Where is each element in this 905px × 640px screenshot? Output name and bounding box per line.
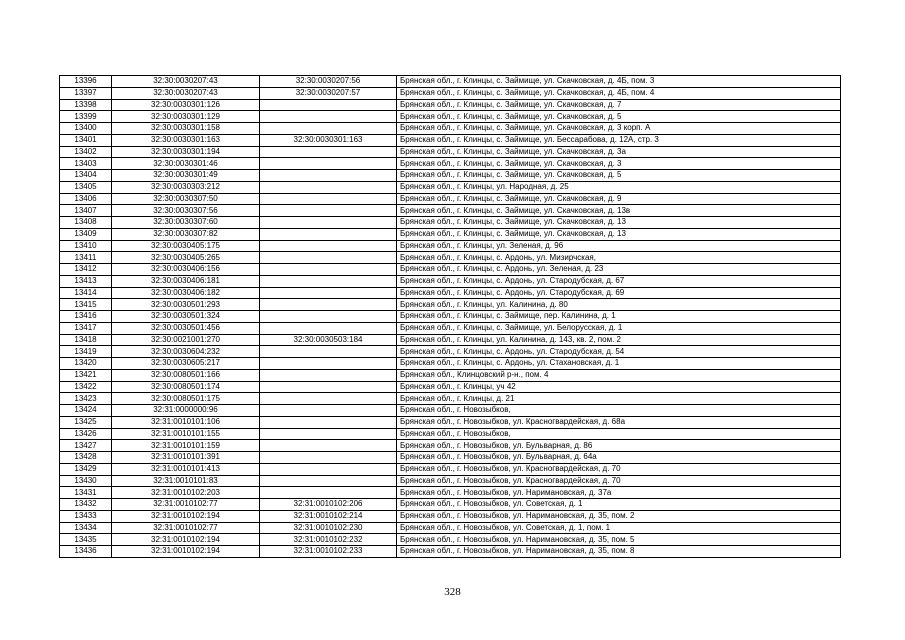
table-row	[60, 87, 841, 99]
cell-cadastral-number: 32:30:0080501:166	[112, 369, 260, 381]
cell-row-number: 13416	[60, 311, 112, 323]
table-row	[60, 170, 841, 182]
cell-address: Брянская обл., г. Клинцы, с. Займище, ул. Скачковская, д. 5	[397, 170, 841, 182]
cell-address: Брянская обл., г. Клинцы, с. Займище, ул. Скачковская, д. 13	[397, 228, 841, 240]
table-row	[60, 416, 841, 428]
table-row	[60, 123, 841, 135]
cell-address: Брянская обл., г. Новозыбков, ул. Советская, д. 1, пом. 1	[397, 522, 841, 534]
cell-linked-cadastral-number	[260, 252, 397, 264]
cell-cadastral-number: 32:30:0080501:174	[112, 381, 260, 393]
cell-row-number: 13404	[60, 170, 112, 182]
cell-linked-cadastral-number	[260, 193, 397, 205]
cell-address: Брянская обл., г. Клинцы, с. Займище, ул. Скачковская, д. 13в	[397, 205, 841, 217]
cell-row-number: 13429	[60, 463, 112, 475]
cell-cadastral-number: 32:31:0010101:155	[112, 428, 260, 440]
cell-row-number: 13417	[60, 322, 112, 334]
table-row	[60, 299, 841, 311]
table-row	[60, 228, 841, 240]
cell-row-number: 13396	[60, 76, 112, 88]
cell-row-number: 13427	[60, 440, 112, 452]
cell-address: Брянская обл., г. Новозыбков, ул. Красногвардейская, д. 70	[397, 475, 841, 487]
cell-linked-cadastral-number	[260, 428, 397, 440]
cell-row-number: 13409	[60, 228, 112, 240]
cell-address: Брянская обл., г. Клинцы, ул. Народная, д. 25	[397, 181, 841, 193]
cell-address: Брянская обл., г. Новозыбков, ул. Красногвардейская, д. 70	[397, 463, 841, 475]
cell-row-number: 13419	[60, 346, 112, 358]
cell-linked-cadastral-number	[260, 322, 397, 334]
cell-linked-cadastral-number: 32:30:0030301:163	[260, 134, 397, 146]
cell-row-number: 13433	[60, 510, 112, 522]
cell-cadastral-number: 32:30:0030501:293	[112, 299, 260, 311]
cell-address: Брянская обл., г. Клинцы, с. Ардонь, ул. Стародубская, д. 67	[397, 275, 841, 287]
cell-linked-cadastral-number: 32:30:0030207:57	[260, 87, 397, 99]
cell-cadastral-number: 32:31:0000000:96	[112, 405, 260, 417]
cell-linked-cadastral-number	[260, 487, 397, 499]
cell-linked-cadastral-number	[260, 228, 397, 240]
table-row	[60, 240, 841, 252]
cell-row-number: 13426	[60, 428, 112, 440]
cell-cadastral-number: 32:30:0030303:212	[112, 181, 260, 193]
cell-cadastral-number: 32:31:0010102:203	[112, 487, 260, 499]
cell-linked-cadastral-number	[260, 287, 397, 299]
table-row	[60, 158, 841, 170]
cell-address: Брянская обл., г. Клинцы, ул. Калинина, д. 80	[397, 299, 841, 311]
cell-linked-cadastral-number	[260, 181, 397, 193]
cell-address: Брянская обл., г. Клинцы, с. Займище, ул. Скачковская, д. 7	[397, 99, 841, 111]
cell-cadastral-number: 32:30:0080501:175	[112, 393, 260, 405]
table-row	[60, 381, 841, 393]
table-row	[60, 264, 841, 276]
cell-row-number: 13420	[60, 358, 112, 370]
cell-address: Брянская обл., г. Новозыбков, ул. Бульварная, д. 86	[397, 440, 841, 452]
table-row	[60, 134, 841, 146]
cell-address: Брянская обл., г. Новозыбков, ул. Красногвардейская, д. 68а	[397, 416, 841, 428]
cell-row-number: 13422	[60, 381, 112, 393]
cell-linked-cadastral-number	[260, 170, 397, 182]
cell-linked-cadastral-number: 32:31:0010102:233	[260, 546, 397, 558]
cell-address: Брянская обл., г. Новозыбков, ул. Наримановская, д. 37а	[397, 487, 841, 499]
property-table-container	[59, 75, 840, 558]
cell-address: Брянская обл., Клинцовский р-н., пом. 4	[397, 369, 841, 381]
cell-row-number: 13403	[60, 158, 112, 170]
cell-linked-cadastral-number	[260, 452, 397, 464]
cell-linked-cadastral-number: 32:30:0030207:56	[260, 76, 397, 88]
table-row	[60, 405, 841, 417]
cell-linked-cadastral-number	[260, 475, 397, 487]
cell-cadastral-number: 32:30:0030405:175	[112, 240, 260, 252]
cell-cadastral-number: 32:31:0010102:77	[112, 522, 260, 534]
cell-linked-cadastral-number	[260, 369, 397, 381]
cell-address: Брянская обл., г. Клинцы, ул. Зеленая, д. 96	[397, 240, 841, 252]
cell-address: Брянская обл., г. Клинцы, с. Займище, ул. Скачковская, д. 4Б, пом. 3	[397, 76, 841, 88]
cell-address: Брянская обл., г. Клинцы, с. Ардонь, ул. Стародубская, д. 54	[397, 346, 841, 358]
table-row	[60, 205, 841, 217]
cell-cadastral-number: 32:30:0030301:129	[112, 111, 260, 123]
table-row	[60, 487, 841, 499]
table-body	[60, 76, 841, 558]
cell-linked-cadastral-number: 32:31:0010102:206	[260, 499, 397, 511]
cell-row-number: 13399	[60, 111, 112, 123]
cell-linked-cadastral-number	[260, 463, 397, 475]
cell-row-number: 13435	[60, 534, 112, 546]
cell-linked-cadastral-number	[260, 217, 397, 229]
table-row	[60, 76, 841, 88]
cell-address: Брянская обл., г. Клинцы, с. Займище, ул. Бессарабова, д. 12А, стр. 3	[397, 134, 841, 146]
cell-linked-cadastral-number	[260, 299, 397, 311]
cell-linked-cadastral-number	[260, 381, 397, 393]
cell-row-number: 13434	[60, 522, 112, 534]
cell-address: Брянская обл., г. Новозыбков,	[397, 428, 841, 440]
cell-linked-cadastral-number	[260, 440, 397, 452]
cell-cadastral-number: 32:31:0010101:413	[112, 463, 260, 475]
table-row	[60, 334, 841, 346]
cell-linked-cadastral-number	[260, 99, 397, 111]
cell-linked-cadastral-number	[260, 158, 397, 170]
cell-address: Брянская обл., г. Клинцы, д. 21	[397, 393, 841, 405]
cell-row-number: 13401	[60, 134, 112, 146]
cell-cadastral-number: 32:31:0010102:77	[112, 499, 260, 511]
cell-row-number: 13400	[60, 123, 112, 135]
cell-row-number: 13398	[60, 99, 112, 111]
cell-address: Брянская обл., г. Клинцы, с. Займище, пер. Калинина, д. 1	[397, 311, 841, 323]
cell-linked-cadastral-number	[260, 275, 397, 287]
cell-cadastral-number: 32:30:0030307:60	[112, 217, 260, 229]
cell-row-number: 13431	[60, 487, 112, 499]
cell-cadastral-number: 32:30:0030301:49	[112, 170, 260, 182]
table-row	[60, 510, 841, 522]
page-number: 328	[444, 586, 461, 598]
cell-linked-cadastral-number	[260, 264, 397, 276]
table-row	[60, 322, 841, 334]
cell-address: Брянская обл., г. Клинцы, с. Займище, ул. Скачковская, д. 3 корп. А	[397, 123, 841, 135]
cell-linked-cadastral-number	[260, 205, 397, 217]
table-row	[60, 546, 841, 558]
table-row	[60, 111, 841, 123]
table-row	[60, 252, 841, 264]
table-row	[60, 287, 841, 299]
cell-row-number: 13402	[60, 146, 112, 158]
cell-row-number: 13411	[60, 252, 112, 264]
table-row	[60, 311, 841, 323]
cell-linked-cadastral-number: 32:31:0010102:232	[260, 534, 397, 546]
table-row	[60, 99, 841, 111]
cell-address: Брянская обл., г. Новозыбков, ул. Наримановская, д. 35, пом. 5	[397, 534, 841, 546]
cell-cadastral-number: 32:30:0030301:194	[112, 146, 260, 158]
cell-linked-cadastral-number	[260, 346, 397, 358]
cell-address: Брянская обл., г. Новозыбков, ул. Советская, д. 1	[397, 499, 841, 511]
cell-linked-cadastral-number	[260, 123, 397, 135]
cell-cadastral-number: 32:30:0030406:181	[112, 275, 260, 287]
table-row	[60, 499, 841, 511]
table-row	[60, 452, 841, 464]
cell-address: Брянская обл., г. Новозыбков, ул. Бульварная, д. 64а	[397, 452, 841, 464]
cell-row-number: 13412	[60, 264, 112, 276]
cell-linked-cadastral-number	[260, 311, 397, 323]
cell-cadastral-number: 32:31:0010102:194	[112, 510, 260, 522]
cell-linked-cadastral-number: 32:31:0010102:230	[260, 522, 397, 534]
cell-cadastral-number: 32:30:0030301:126	[112, 99, 260, 111]
cell-address: Брянская обл., г. Новозыбков, ул. Наримановская, д. 35, пом. 2	[397, 510, 841, 522]
cell-address: Брянская обл., г. Клинцы, с. Ардонь, ул. Стахановская, д. 1	[397, 358, 841, 370]
table-row	[60, 275, 841, 287]
cell-linked-cadastral-number: 32:30:0030503:184	[260, 334, 397, 346]
cell-address: Брянская обл., г. Клинцы, с. Займище, ул. Скачковская, д. 3	[397, 158, 841, 170]
cell-linked-cadastral-number	[260, 405, 397, 417]
table-row	[60, 522, 841, 534]
cell-cadastral-number: 32:31:0010102:194	[112, 546, 260, 558]
cell-linked-cadastral-number	[260, 393, 397, 405]
cell-address: Брянская обл., г. Клинцы, с. Ардонь, ул. Стародубская, д. 69	[397, 287, 841, 299]
table-row	[60, 358, 841, 370]
cell-linked-cadastral-number	[260, 240, 397, 252]
cell-cadastral-number: 32:30:0030207:43	[112, 87, 260, 99]
cell-cadastral-number: 32:30:0030307:56	[112, 205, 260, 217]
cell-row-number: 13407	[60, 205, 112, 217]
cell-address: Брянская обл., г. Клинцы, с. Займище, ул. Скачковская, д. 3а	[397, 146, 841, 158]
cell-row-number: 13432	[60, 499, 112, 511]
cell-row-number: 13406	[60, 193, 112, 205]
cell-address: Брянская обл., г. Новозыбков,	[397, 405, 841, 417]
cell-row-number: 13428	[60, 452, 112, 464]
table-row	[60, 440, 841, 452]
cell-row-number: 13397	[60, 87, 112, 99]
property-table	[59, 75, 841, 558]
cell-row-number: 13436	[60, 546, 112, 558]
cell-address: Брянская обл., г. Новозыбков, ул. Наримановская, д. 35, пом. 8	[397, 546, 841, 558]
cell-row-number: 13423	[60, 393, 112, 405]
table-row	[60, 534, 841, 546]
cell-row-number: 13413	[60, 275, 112, 287]
table-row	[60, 181, 841, 193]
cell-row-number: 13414	[60, 287, 112, 299]
table-row	[60, 146, 841, 158]
table-row	[60, 393, 841, 405]
table-row	[60, 428, 841, 440]
table-row	[60, 193, 841, 205]
cell-linked-cadastral-number	[260, 111, 397, 123]
table-row	[60, 369, 841, 381]
cell-cadastral-number: 32:30:0021001:270	[112, 334, 260, 346]
cell-address: Брянская обл., г. Клинцы, с. Займище, ул. Белорусская, д. 1	[397, 322, 841, 334]
cell-cadastral-number: 32:30:0030307:82	[112, 228, 260, 240]
cell-cadastral-number: 32:31:0010101:106	[112, 416, 260, 428]
cell-row-number: 13410	[60, 240, 112, 252]
cell-cadastral-number: 32:30:0030307:50	[112, 193, 260, 205]
table-row	[60, 475, 841, 487]
cell-address: Брянская обл., г. Клинцы, с. Займище, ул. Скачковская, д. 13	[397, 217, 841, 229]
cell-linked-cadastral-number: 32:31:0010102:214	[260, 510, 397, 522]
cell-row-number: 13408	[60, 217, 112, 229]
cell-linked-cadastral-number	[260, 146, 397, 158]
cell-cadastral-number: 32:30:0030405:265	[112, 252, 260, 264]
cell-address: Брянская обл., г. Клинцы, уч 42	[397, 381, 841, 393]
cell-address: Брянская обл., г. Клинцы, с. Ардонь, ул. Зеленая, д. 23	[397, 264, 841, 276]
cell-cadastral-number: 32:30:0030207:43	[112, 76, 260, 88]
table-row	[60, 346, 841, 358]
table-row	[60, 463, 841, 475]
cell-cadastral-number: 32:31:0010101:83	[112, 475, 260, 487]
cell-row-number: 13418	[60, 334, 112, 346]
cell-address: Брянская обл., г. Клинцы, с. Займище, ул. Скачковская, д. 9	[397, 193, 841, 205]
cell-cadastral-number: 32:30:0030604:232	[112, 346, 260, 358]
cell-address: Брянская обл., г. Клинцы, с. Займище, ул. Скачковская, д. 4Б, пом. 4	[397, 87, 841, 99]
cell-row-number: 13421	[60, 369, 112, 381]
cell-address: Брянская обл., г. Клинцы, с. Займище, ул. Скачковская, д. 5	[397, 111, 841, 123]
cell-cadastral-number: 32:31:0010101:391	[112, 452, 260, 464]
cell-cadastral-number: 32:30:0030301:163	[112, 134, 260, 146]
cell-row-number: 13425	[60, 416, 112, 428]
cell-cadastral-number: 32:31:0010102:194	[112, 534, 260, 546]
cell-row-number: 13424	[60, 405, 112, 417]
table-row	[60, 217, 841, 229]
cell-address: Брянская обл., г. Клинцы, с. Ардонь, ул. Мизирчская,	[397, 252, 841, 264]
cell-cadastral-number: 32:30:0030501:324	[112, 311, 260, 323]
cell-cadastral-number: 32:30:0030501:456	[112, 322, 260, 334]
cell-row-number: 13405	[60, 181, 112, 193]
cell-row-number: 13430	[60, 475, 112, 487]
cell-cadastral-number: 32:30:0030301:46	[112, 158, 260, 170]
cell-linked-cadastral-number	[260, 416, 397, 428]
cell-cadastral-number: 32:30:0030605:217	[112, 358, 260, 370]
cell-row-number: 13415	[60, 299, 112, 311]
cell-cadastral-number: 32:30:0030406:156	[112, 264, 260, 276]
cell-address: Брянская обл., г. Клинцы, ул. Калинина, д. 143, кв. 2, пом. 2	[397, 334, 841, 346]
cell-cadastral-number: 32:31:0010101:159	[112, 440, 260, 452]
cell-linked-cadastral-number	[260, 358, 397, 370]
cell-cadastral-number: 32:30:0030301:158	[112, 123, 260, 135]
cell-cadastral-number: 32:30:0030406:182	[112, 287, 260, 299]
